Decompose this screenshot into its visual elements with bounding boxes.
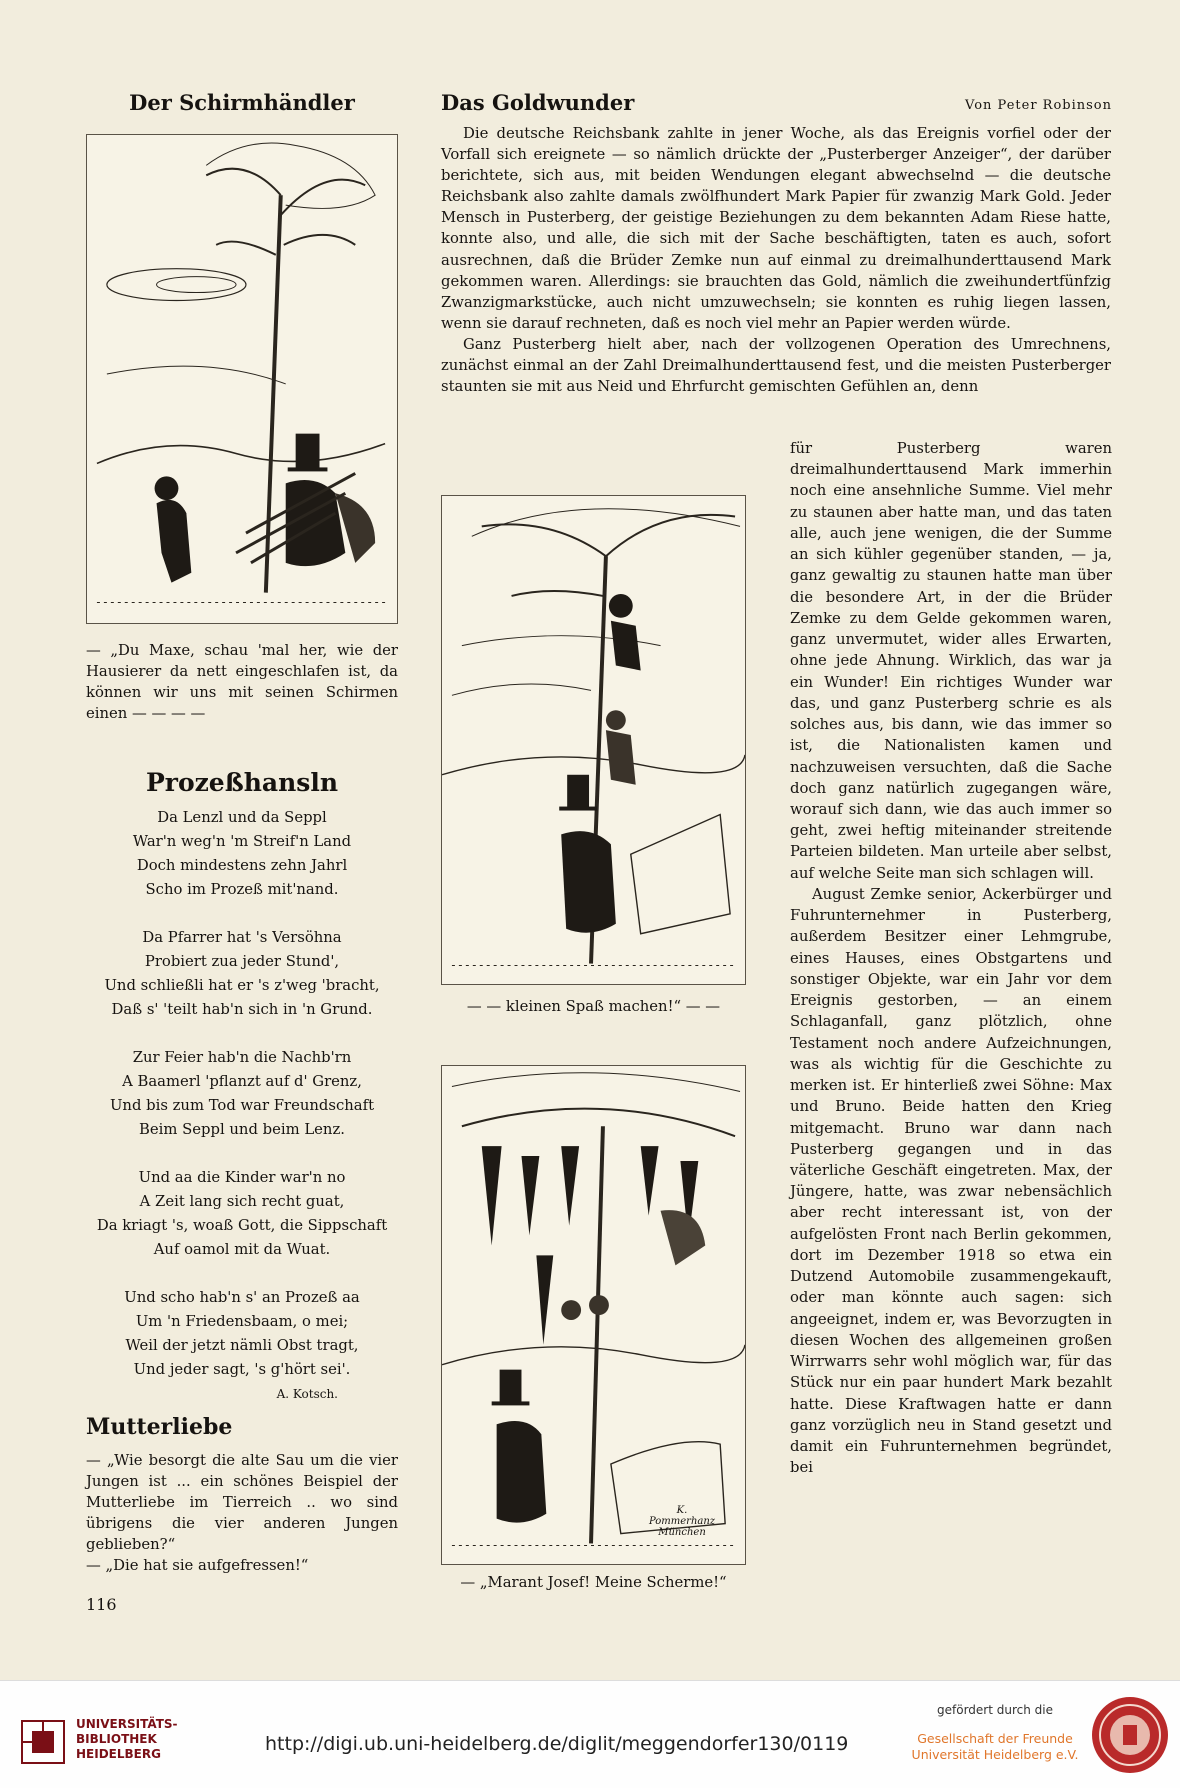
poem-line: A Baamerl 'pflanzt auf d' Grenz, <box>122 1073 362 1090</box>
poem-stanza <box>86 1286 398 1382</box>
poem-line: Zur Feier hab'n die Nachb'rn <box>132 1049 352 1066</box>
illustration-boys-in-tree <box>441 495 746 985</box>
poem-stanza <box>86 926 398 1022</box>
boys-in-tree-drawing <box>442 496 745 984</box>
joke-text <box>86 1450 398 1577</box>
joke-title-mutterliebe: Mutterliebe <box>86 1414 233 1440</box>
library-name <box>76 1717 178 1762</box>
poem-line: Und schließli hat er 's z'weg 'bracht, <box>104 977 380 994</box>
poem-line: Und scho hab'n s' an Prozeß aa <box>124 1289 360 1306</box>
caption-peddler: — „Du Maxe, schau 'mal her, wie der Hausierer da nett eingeschlafen ist, da können wir uns mit seinen Schirmen einen — — — — <box>86 642 398 722</box>
poem-line: Beim Seppl und beim Lenz. <box>139 1121 345 1138</box>
poem-prozesshansln <box>86 806 398 1406</box>
cartoon-title-schirmhaendler: Der Schirmhändler <box>129 90 355 115</box>
article-paragraph: für Pusterberg waren dreimalhunderttausend Mark immerhin noch eine ansehnliche Summe. Viel mehr zu staunen aber hatte man, und das taten alle, auch jene wenigen, die der Summe an sich kühler gegenüber standen, — ja, ganz gewaltig zu staunen hatte man über die besondere Art, in der die Brüder Zemke zu dem Gelde gekommen waren, ganz unvermutet, wider alles Erwarten, ohne jede Ahnung. Wirklich, das war ja ein Wunder! Ein richtiges Wunder war das, und ganz Pusterberg schrie es als solches aus, bis dann, wie das immer so ist, die Nationalisten kamen und nachzuweisen versuchten, daß die Sache doch ganz natürlich zugegangen wäre, worauf sich dann, wie das auch immer so geht, zwei heftig miteinander streitende Parteien bildeten. Man urteile aber selbst, auf welche Seite man sich schlagen will. <box>790 440 1112 882</box>
sponsor-name-line: Gesellschaft der Freunde <box>917 1731 1073 1746</box>
poem-line: Und bis zum Tod war Freundschaft <box>109 1097 375 1114</box>
illustration-umbrellas-in-tree <box>441 1065 746 1565</box>
umbrellas-in-tree-drawing <box>442 1066 745 1564</box>
artist-signature: K. Pommerhanz München <box>648 1505 716 1538</box>
sponsor-block <box>905 1703 1085 1763</box>
library-logo-icon <box>20 1719 66 1765</box>
article-body-top <box>441 123 1111 397</box>
poem-line: Da Pfarrer hat 's Versöhna <box>142 929 342 946</box>
joke-line: — „Die hat sie aufgefressen!“ <box>86 1557 309 1575</box>
caption-kleinen-spass: — — kleinen Spaß machen!“ — — <box>466 998 721 1015</box>
poem-line: Weil der jetzt nämli Obst tragt, <box>125 1337 359 1354</box>
poem-line: Und aa die Kinder war'n no <box>138 1169 346 1186</box>
poem-line: Scho im Prozeß mit'nand. <box>145 881 339 898</box>
sleeping-peddler-drawing <box>87 135 397 623</box>
poem-line: Doch mindestens zehn Jahrl <box>136 857 348 874</box>
article-paragraph: August Zemke senior, Ackerbürger und Fuhrunternehmer in Pusterberg, außerdem Besitzer einer Lehmgrube, eines Hauses, eines Obstgartens und sonstiger Objekte, war ein Jahr vor dem Ereignis gestorben, — an einem Schlaganfall, ganz plötzlich, ohne Testament noch andere Aufzeichnungen, was als wichtig für die Geschichte zu merken ist. Er hinterließ zwei Söhne: Max und Bruno. Beide hatten den Krieg mitgemacht. Bruno war dann nach Pusterberg gegangen und in das väterliche Geschäft eingetreten. Max, der Jüngere, hatte, was zwar nebensächlich aber recht interessant ist, von der aufgelösten Front nach Berlin gekommen, dort im Dezember 1918 so etwa ein Dutzend Automobile zusammengekauft, oder man könnte auch sagen: sich angeeignet, indem er, was Bevorzugten in diesen Wochen des allgemeinen großen Wirrwarrs sehr wohl möglich war, für das Stück nur ein paar hundert Mark bezahlt hatte. Diese Kraftwagen hatte er dann ganz vorzüglich neu in Stand gesetzt und damit ein Fuhrunternehmen begründet, bei <box>790 885 1112 1477</box>
sponsor-name-line: Universität Heidelberg e.V. <box>911 1747 1079 1762</box>
digitization-footer <box>0 1680 1180 1788</box>
poem-line: Daß s' 'teilt hab'n sich in 'n Grund. <box>111 1001 373 1018</box>
joke-line: — „Wie besorgt die alte Sau um die vier Jungen ist ... ein schönes Beispiel der Mutterliebe im Tierreich .. wo sind übrigens die vier anderen Jungen geblieben?“ <box>86 1452 398 1554</box>
library-name-line: UNIVERSITÄTS- <box>76 1717 178 1731</box>
caption-marant-josef: — „Marant Josef! Meine Scherme!“ <box>460 1574 727 1591</box>
article-body-narrow <box>790 438 1112 1478</box>
library-name-line: HEIDELBERG <box>76 1747 161 1761</box>
page-number: 116 <box>86 1595 117 1614</box>
poem-title: Prozeßhansln <box>145 768 339 797</box>
poem-line: A Zeit lang sich recht guat, <box>139 1193 345 1210</box>
poem-stanza <box>86 1166 398 1262</box>
article-paragraph: Die deutsche Reichsbank zahlte in jener Woche, als das Ereignis vorfiel oder der Vorfall sich ereignete — so nämlich drückte der „Pusterberger Anzeiger“, der darüber berichtete, sich aus, mit beiden Wendungen elegant abwechselnd — die deutsche Reichsbank also zahlte damals zwölfhundert Mark Papier für zwanzig Mark Gold. Jeder Mensch in Pusterberg, der geistige Beziehungen zu dem bekannten Adam Riese hatte, konnte also, und alle, die sich mit der Sache beschäftigten, taten es auch, sofort ausrechnen, daß die Brüder Zemke nun auf einmal zu dreimalhunderttausend Mark gekommen waren. Allerdings: sie brauchten das Gold, nämlich die zweihundertfünfzig Zwanzigmarkstücke, auch nicht umzuwechseln; sie konnten es ruhig liegen lassen, wenn sie darauf rechneten, daß es noch viel mehr an Papier werden würde. <box>441 125 1111 332</box>
poem-line: Probiert zua jeder Stund', <box>144 953 340 970</box>
poem-stanza <box>86 1046 398 1142</box>
article-paragraph: Ganz Pusterberg hielt aber, nach der vollzogenen Operation des Umrechnens, zunächst einmal an der Zahl Dreimalhunderttausend fest, und die meisten Pusterberger staunten sie mit aus Neid und Ehrfurcht gemischten Gefühlen an, denn <box>441 335 1111 396</box>
poem-line: Da Lenzl und da Seppl <box>157 809 327 826</box>
article-byline: Von Peter Robinson <box>965 98 1112 113</box>
library-name-line: BIBLIOTHEK <box>76 1732 157 1746</box>
poem-line: War'n weg'n 'm Streif'n Land <box>132 833 352 850</box>
article-title: Das Goldwunder <box>441 90 635 115</box>
poem-line: Auf oamol mit da Wuat. <box>153 1241 331 1258</box>
poem-author: A. Kotsch. <box>276 1387 338 1401</box>
poem-stanza <box>86 806 398 902</box>
source-url-link[interactable]: http://digi.ub.uni-heidelberg.de/diglit/meggendorfer130/0119 <box>265 1733 849 1755</box>
poem-line: Um 'n Friedensbaam, o mei; <box>135 1313 349 1330</box>
university-seal-icon <box>1090 1695 1170 1775</box>
illustration-sleeping-peddler <box>86 134 398 624</box>
poem-line: Da kriagt 's, woaß Gott, die Sippschaft <box>96 1217 388 1234</box>
sponsor-intro: gefördert durch die <box>937 1703 1053 1717</box>
poem-line: Und jeder sagt, 's g'hört sei'. <box>133 1361 351 1378</box>
